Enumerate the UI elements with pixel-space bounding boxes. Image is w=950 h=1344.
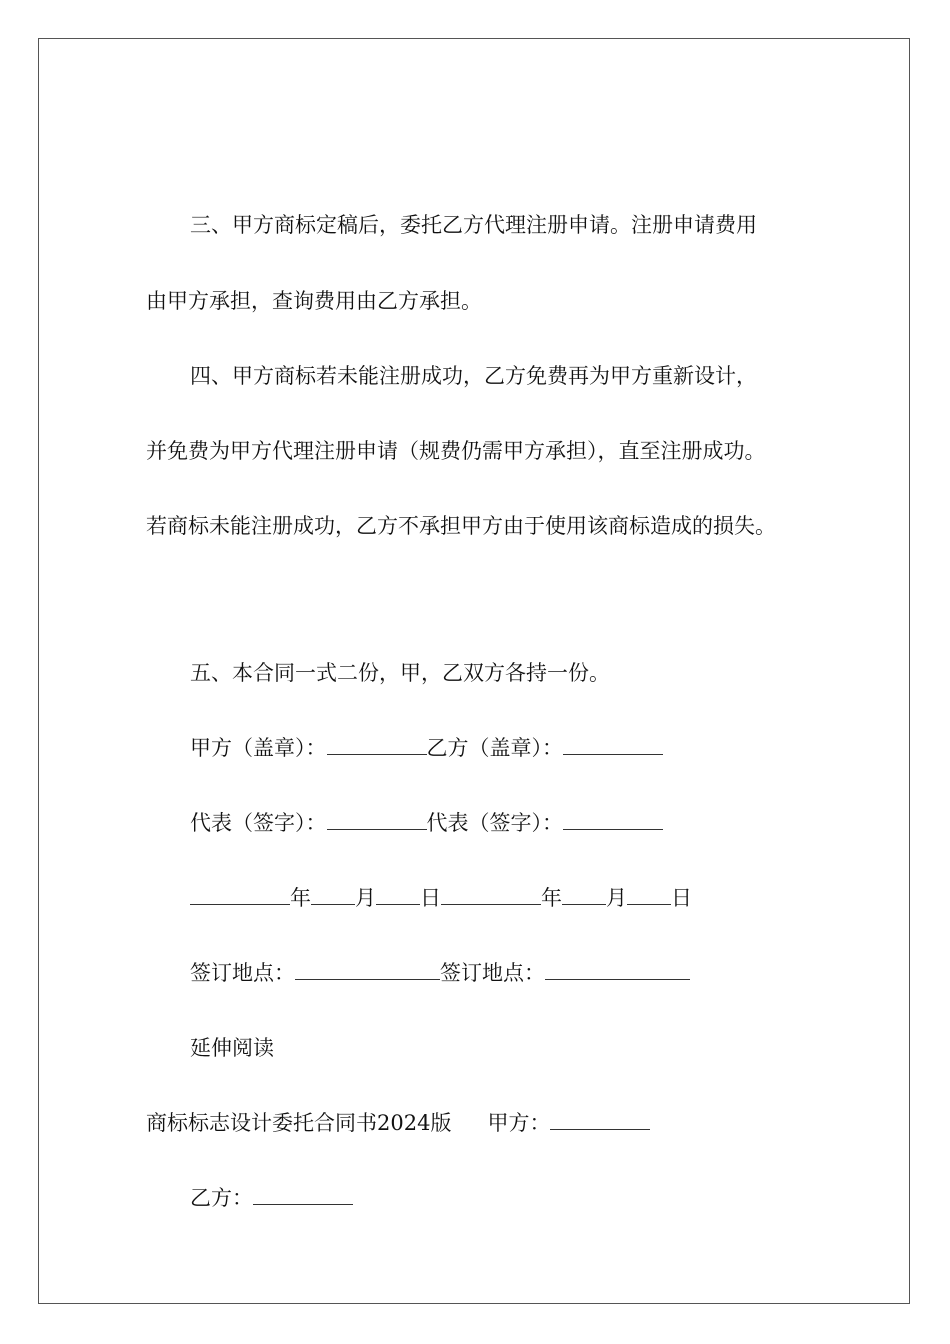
- rep-b-blank: [563, 809, 663, 830]
- next-doc-party-a-blank: [550, 1109, 650, 1130]
- month-b-blank: [562, 884, 606, 905]
- month-a-blank: [311, 884, 355, 905]
- year-b-label: 年: [541, 886, 562, 910]
- rep-b-label: 代表（签字）：: [426, 811, 563, 835]
- clause-4-line-2: 并免费为甲方代理注册申请（规费仍需甲方承担），直至注册成功。: [146, 439, 766, 463]
- place-b-blank: [545, 959, 690, 980]
- next-doc-line: [146, 1109, 650, 1137]
- place-a-label: 签订地点：: [190, 961, 295, 985]
- rep-a-blank: [327, 809, 427, 830]
- year-a-blank: [190, 884, 290, 905]
- clause-4-line-3: 若商标未能注册成功，乙方不承担甲方由于使用该商标造成的损失。: [146, 514, 776, 538]
- day-b-label: 日: [671, 886, 692, 910]
- day-b-blank: [627, 884, 671, 905]
- next-doc-party-b-label: 乙方：: [190, 1186, 253, 1210]
- next-doc-party-b-line: [190, 1184, 353, 1212]
- next-doc-party-a-label: 甲方：: [487, 1111, 551, 1135]
- date-line: [190, 884, 692, 912]
- clause-4-line-1: 四、甲方商标若未能注册成功，乙方免费再为甲方重新设计，: [190, 364, 757, 388]
- day-a-label: 日: [420, 886, 441, 910]
- clause-5: 五、本合同一式二份，甲，乙双方各持一份。: [190, 661, 610, 685]
- party-a-seal-blank: [327, 734, 427, 755]
- clause-3-line-1: 三、甲方商标定稿后，委托乙方代理注册申请。注册申请费用: [190, 213, 757, 237]
- party-a-seal-label: 甲方（盖章）：: [190, 736, 327, 760]
- year-a-label: 年: [290, 886, 311, 910]
- party-b-seal-blank: [563, 734, 663, 755]
- party-b-seal-label: 乙方（盖章）：: [426, 736, 563, 760]
- signing-place-line: [190, 959, 690, 987]
- place-a-blank: [295, 959, 440, 980]
- next-doc-title: 商标标志设计委托合同书2024版: [146, 1111, 452, 1135]
- year-b-blank: [441, 884, 541, 905]
- month-a-label: 月: [355, 886, 376, 910]
- representative-line: [190, 809, 663, 837]
- month-b-label: 月: [606, 886, 627, 910]
- next-doc-party-b-blank: [253, 1184, 353, 1205]
- clause-3-line-2: 由甲方承担，查询费用由乙方承担。: [146, 289, 482, 313]
- extended-reading-heading: 延伸阅读: [190, 1036, 274, 1060]
- rep-a-label: 代表（签字）：: [190, 811, 327, 835]
- place-b-label: 签订地点：: [440, 961, 545, 985]
- day-a-blank: [376, 884, 420, 905]
- seal-line: [190, 734, 663, 762]
